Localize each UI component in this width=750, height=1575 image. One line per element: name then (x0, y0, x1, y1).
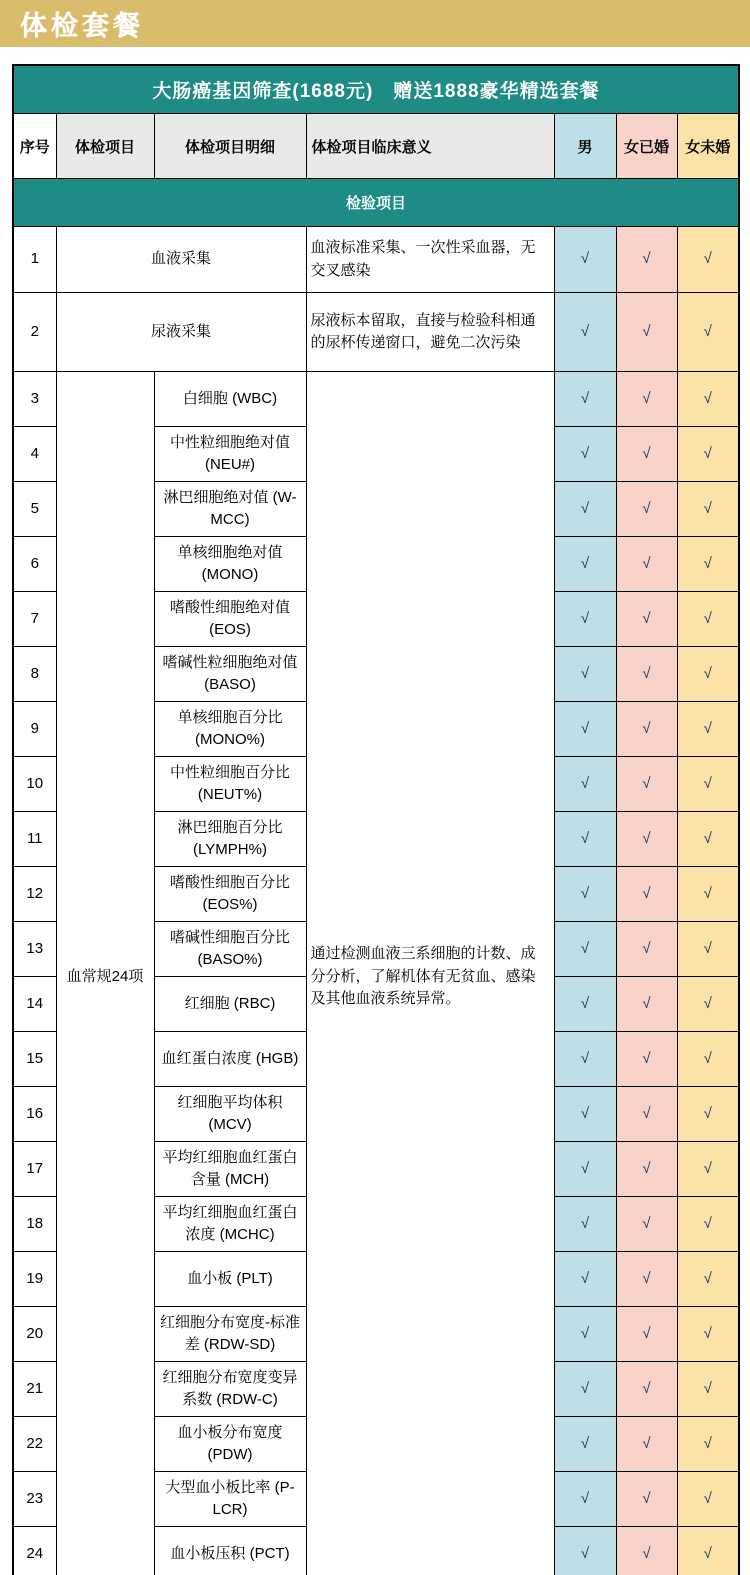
seq-cell: 16 (13, 1087, 56, 1142)
meaning-cell: 血液标准采集、一次性采血器，无交叉感染 (306, 227, 554, 293)
check-cell-female-unmarried: √ (677, 227, 739, 293)
seq-cell: 1 (13, 227, 56, 293)
check-cell-female-married: √ (616, 812, 677, 867)
detail-cell: 红细胞分布宽度变异系数 (RDW-C) (154, 1362, 306, 1417)
check-cell-female-unmarried: √ (677, 977, 739, 1032)
check-cell-female-married: √ (616, 427, 677, 482)
check-cell-male: √ (554, 1362, 616, 1417)
seq-cell: 12 (13, 867, 56, 922)
seq-cell: 5 (13, 482, 56, 537)
column-header-detail: 体检项目明细 (154, 114, 306, 179)
detail-cell: 红细胞平均体积 (MCV) (154, 1087, 306, 1142)
seq-cell: 7 (13, 592, 56, 647)
table-title-row (13, 65, 739, 114)
seq-cell: 21 (13, 1362, 56, 1417)
check-cell-female-unmarried: √ (677, 372, 739, 427)
seq-cell: 13 (13, 922, 56, 977)
checkup-package-table (12, 64, 740, 1575)
column-header-row (13, 114, 739, 179)
seq-cell: 2 (13, 293, 56, 372)
check-cell-female-married: √ (616, 922, 677, 977)
check-cell-female-married: √ (616, 1197, 677, 1252)
detail-cell: 平均红细胞血红蛋白浓度 (MCHC) (154, 1197, 306, 1252)
detail-cell: 红细胞 (RBC) (154, 977, 306, 1032)
check-cell-female-married: √ (616, 702, 677, 757)
detail-cell: 淋巴细胞百分比 (LYMPH%) (154, 812, 306, 867)
check-cell-male: √ (554, 1307, 616, 1362)
check-cell-female-married: √ (616, 1252, 677, 1307)
seq-cell: 4 (13, 427, 56, 482)
check-cell-female-unmarried: √ (677, 1307, 739, 1362)
check-cell-female-unmarried: √ (677, 537, 739, 592)
meaning-cell: 尿液标本留取，直接与检验科相通的尿杯传递窗口，避免二次污染 (306, 293, 554, 372)
detail-cell: 中性粒细胞绝对值 (NEU#) (154, 427, 306, 482)
table-title: 大肠癌基因筛查(1688元) 赠送1888豪华精选套餐 (13, 65, 739, 114)
detail-cell: 嗜酸性细胞绝对值 (EOS) (154, 592, 306, 647)
check-cell-female-unmarried: √ (677, 427, 739, 482)
check-cell-female-unmarried: √ (677, 1142, 739, 1197)
page-title: 体检套餐 (20, 11, 144, 41)
check-cell-female-unmarried: √ (677, 702, 739, 757)
page-header-banner (0, 0, 750, 47)
table-row (13, 372, 739, 427)
check-cell-female-unmarried: √ (677, 1197, 739, 1252)
check-cell-male: √ (554, 1032, 616, 1087)
check-cell-female-unmarried: √ (677, 1362, 739, 1417)
column-header-meaning: 体检项目临床意义 (306, 114, 554, 179)
table-row (13, 293, 739, 372)
column-header-item: 体检项目 (56, 114, 154, 179)
seq-cell: 22 (13, 1417, 56, 1472)
check-cell-female-married: √ (616, 1087, 677, 1142)
check-cell-female-married: √ (616, 1362, 677, 1417)
check-cell-male: √ (554, 1417, 616, 1472)
seq-cell: 14 (13, 977, 56, 1032)
check-cell-female-unmarried: √ (677, 293, 739, 372)
check-cell-female-married: √ (616, 1527, 677, 1575)
detail-cell: 中性粒细胞百分比 (NEUT%) (154, 757, 306, 812)
detail-cell: 嗜碱性细胞百分比 (BASO%) (154, 922, 306, 977)
check-cell-female-unmarried: √ (677, 1527, 739, 1575)
item-name-cell: 血液采集 (56, 227, 306, 293)
detail-cell: 红细胞分布宽度-标准差 (RDW-SD) (154, 1307, 306, 1362)
check-cell-male: √ (554, 977, 616, 1032)
check-cell-male: √ (554, 482, 616, 537)
check-cell-male: √ (554, 922, 616, 977)
check-cell-female-married: √ (616, 1032, 677, 1087)
check-cell-female-married: √ (616, 293, 677, 372)
check-cell-female-unmarried: √ (677, 1032, 739, 1087)
check-cell-female-married: √ (616, 1417, 677, 1472)
check-cell-female-unmarried: √ (677, 812, 739, 867)
check-cell-male: √ (554, 293, 616, 372)
seq-cell: 18 (13, 1197, 56, 1252)
check-cell-female-married: √ (616, 867, 677, 922)
check-cell-male: √ (554, 757, 616, 812)
check-cell-male: √ (554, 647, 616, 702)
check-cell-female-married: √ (616, 1472, 677, 1527)
check-cell-female-married: √ (616, 227, 677, 293)
seq-cell: 24 (13, 1527, 56, 1575)
check-cell-female-unmarried: √ (677, 1252, 739, 1307)
check-cell-female-unmarried: √ (677, 867, 739, 922)
detail-cell: 单核细胞百分比 (MONO%) (154, 702, 306, 757)
section-header-row (13, 179, 739, 227)
detail-cell: 血红蛋白浓度 (HGB) (154, 1032, 306, 1087)
detail-cell: 白细胞 (WBC) (154, 372, 306, 427)
check-cell-female-unmarried: √ (677, 592, 739, 647)
seq-cell: 8 (13, 647, 56, 702)
column-header-seq: 序号 (13, 114, 56, 179)
group-item-name-cell: 血常规24项 (56, 372, 154, 1575)
column-header-male: 男 (554, 114, 616, 179)
check-cell-male: √ (554, 592, 616, 647)
check-cell-male: √ (554, 1472, 616, 1527)
check-cell-female-unmarried: √ (677, 757, 739, 812)
check-cell-male: √ (554, 1142, 616, 1197)
check-cell-female-married: √ (616, 372, 677, 427)
group-meaning-cell: 通过检测血液三系细胞的计数、成分分析，了解机体有无贫血、感染及其他血液系统异常。 (306, 372, 554, 1575)
seq-cell: 23 (13, 1472, 56, 1527)
seq-cell: 17 (13, 1142, 56, 1197)
detail-cell: 嗜酸性细胞百分比 (EOS%) (154, 867, 306, 922)
seq-cell: 3 (13, 372, 56, 427)
check-cell-female-married: √ (616, 1142, 677, 1197)
check-cell-female-married: √ (616, 647, 677, 702)
check-cell-male: √ (554, 227, 616, 293)
seq-cell: 6 (13, 537, 56, 592)
detail-cell: 血小板分布宽度 (PDW) (154, 1417, 306, 1472)
column-header-female-unmarried: 女未婚 (677, 114, 739, 179)
check-cell-female-unmarried: √ (677, 1087, 739, 1142)
detail-cell: 大型血小板比率 (P-LCR) (154, 1472, 306, 1527)
check-cell-female-married: √ (616, 757, 677, 812)
check-cell-male: √ (554, 1087, 616, 1142)
check-cell-male: √ (554, 372, 616, 427)
check-cell-female-married: √ (616, 537, 677, 592)
check-cell-female-married: √ (616, 977, 677, 1032)
seq-cell: 11 (13, 812, 56, 867)
check-cell-male: √ (554, 702, 616, 757)
check-cell-male: √ (554, 867, 616, 922)
detail-cell: 单核细胞绝对值 (MONO) (154, 537, 306, 592)
detail-cell: 平均红细胞血红蛋白含量 (MCH) (154, 1142, 306, 1197)
detail-cell: 嗜碱性粒细胞绝对值 (BASO) (154, 647, 306, 702)
detail-cell: 血小板压积 (PCT) (154, 1527, 306, 1575)
check-cell-male: √ (554, 1197, 616, 1252)
check-cell-male: √ (554, 427, 616, 482)
seq-cell: 10 (13, 757, 56, 812)
package-table (12, 64, 738, 1575)
check-cell-female-unmarried: √ (677, 922, 739, 977)
check-cell-male: √ (554, 1527, 616, 1575)
check-cell-female-unmarried: √ (677, 482, 739, 537)
seq-cell: 19 (13, 1252, 56, 1307)
detail-cell: 血小板 (PLT) (154, 1252, 306, 1307)
section-header-label: 检验项目 (13, 179, 739, 227)
check-cell-female-married: √ (616, 592, 677, 647)
column-header-female-married: 女已婚 (616, 114, 677, 179)
check-cell-female-married: √ (616, 1307, 677, 1362)
check-cell-female-unmarried: √ (677, 1472, 739, 1527)
check-cell-male: √ (554, 812, 616, 867)
detail-cell: 淋巴细胞绝对值 (W-MCC) (154, 482, 306, 537)
table-row (13, 227, 739, 293)
seq-cell: 15 (13, 1032, 56, 1087)
item-name-cell: 尿液采集 (56, 293, 306, 372)
seq-cell: 20 (13, 1307, 56, 1362)
check-cell-female-unmarried: √ (677, 1417, 739, 1472)
seq-cell: 9 (13, 702, 56, 757)
check-cell-male: √ (554, 1252, 616, 1307)
check-cell-male: √ (554, 537, 616, 592)
check-cell-female-unmarried: √ (677, 647, 739, 702)
check-cell-female-married: √ (616, 482, 677, 537)
